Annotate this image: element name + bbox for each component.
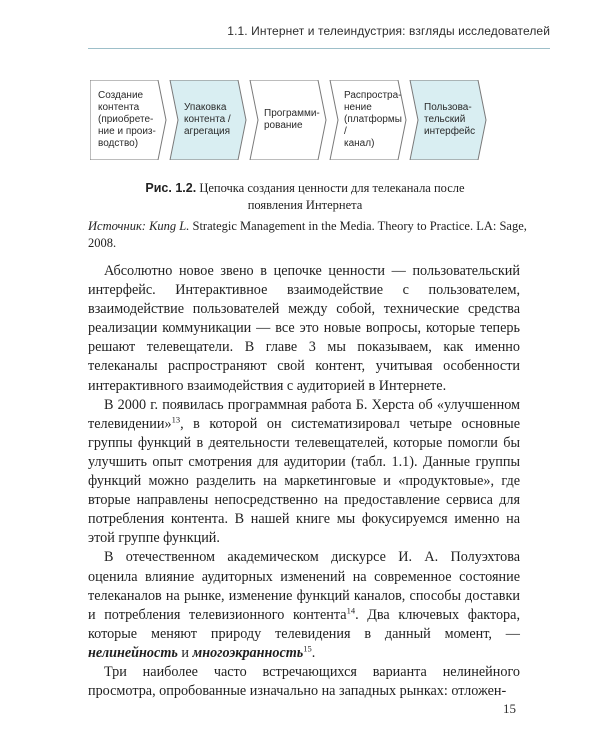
chain-step-label: Распростра- нение (платформы / канал) — [344, 90, 402, 149]
term-nonlinearity: нелинейность — [88, 644, 178, 661]
footnote-ref-14: 14 — [346, 604, 356, 615]
body-text — [88, 262, 520, 701]
page-number: 15 — [503, 701, 516, 716]
figure-title: Цепочка создания ценности для телеканала после появления Интернета — [196, 181, 465, 212]
source-text: Strategic Management in the Media. Theory to Practice. LA: Sage, 2008. — [88, 219, 527, 250]
paragraph-3-end: . — [311, 644, 316, 661]
paragraph-3-cont: . Два ключевых фактора, которые меняют природу телевидения в данный момент, — — [88, 606, 520, 642]
footnote-ref-15: 15 — [303, 643, 312, 654]
paragraph-1: Абсолютно новое звено в цепочке ценности — пользовательский интерфейс. Интерактивное взаимодействие с пользователем, взаимодействие пользователей между собой, технические средства реализации коммуникации — все это новые вопросы, которые теперь решают телевещатели. В главе 3 мы показываем, как именно телеканалы распространяют свой контент, учитывая особенности интерактивного взаимодействия с аудиторией в Интернете. — [88, 263, 520, 394]
header-divider — [88, 48, 550, 49]
chain-step-label: Программи- рование — [264, 108, 320, 131]
term-multiscreen: многоэкранность — [192, 644, 304, 661]
paragraph-3 — [88, 548, 520, 663]
paragraph-3-text: В отечественном академическом дискурсе И. А. Полуэхтова оценила влияние аудиторных изменений на современное состояние телеканалов на рынке, изменение функций каналов, способы доставки и потребления телевизионного контента — [88, 549, 520, 623]
conjunction: и — [177, 644, 193, 661]
paragraph-2 — [88, 396, 520, 549]
chain-step-label: Пользова- тельский интерфейс — [424, 102, 476, 137]
figure-caption — [140, 180, 470, 214]
chain-step-label: Упаковка контента / агрегация — [184, 102, 231, 137]
paragraph-4: Три наиболее часто встречающихся варианта нелинейного просмотра, опробованные изначально на западных рынках: отложен- — [88, 663, 520, 700]
figure-source — [88, 218, 528, 252]
value-chain-diagram — [90, 80, 490, 160]
chain-step-label: Создание контента (приобрете- ние и произ- водство) — [98, 90, 156, 149]
footnote-ref-13: 13 — [171, 414, 181, 425]
paragraph-2-text: В 2000 г. появилась программная работа Б. Херста об «улучшенном телевидении» — [88, 396, 520, 432]
source-label: Источник: Kung L. — [88, 219, 190, 233]
paragraph-2-cont: , в которой он систематизировал четыре основные группы функций в деятельности телевещателей, которые помогли бы улучшить опыт смотрения для аудитории (табл. 1.1). Данные группы функций можно разделить на маркетинговые и «продуктовые», где вторые направлены непосредственно на предоставление сервиса для потребления контента. В нашей книге мы фокусируемся именно на этой группе функций. — [88, 415, 520, 547]
figure-number: Рис. 1.2. — [145, 181, 197, 195]
running-header: 1.1. Интернет и телеиндустрия: взгляды исследователей — [227, 24, 550, 38]
